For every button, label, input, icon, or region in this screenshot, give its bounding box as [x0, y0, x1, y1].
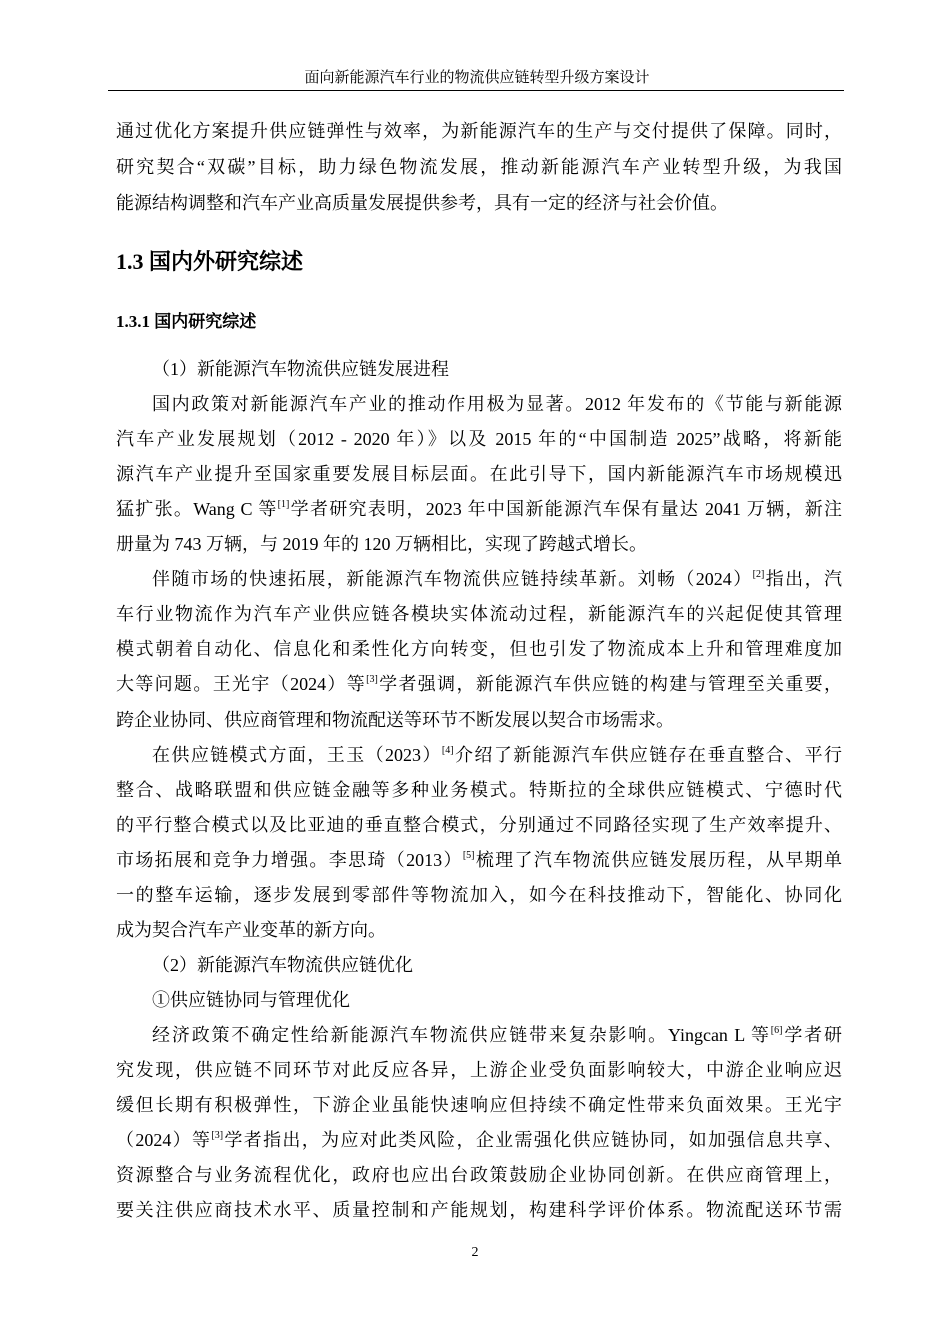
line-text: 学者强调，新能源汽车供应链的构建与管理至关重要，	[377, 674, 842, 694]
line-text: 梳理了汽车物流供应链发展历程，从早期单	[474, 850, 842, 870]
line-text: 学者研	[782, 1025, 842, 1045]
paragraph-line	[116, 601, 842, 627]
paragraph-line	[116, 812, 842, 838]
paragraph-line	[116, 671, 842, 697]
subsection-heading: 1.3.1 国内研究综述	[116, 312, 257, 331]
line-text: 猛扩张。Wang C 等	[116, 499, 278, 519]
line-text: 汽车产业发展规划（2012 - 2020 年）》以及 2015 年的“中国制造 2025”战略，将新能	[116, 429, 842, 449]
line-text: 缓但长期有积极弹性，下游企业虽能快速响应但持续不确定性带来负面效果。王光宇	[116, 1095, 842, 1115]
paragraph-line	[116, 847, 842, 873]
header-rule	[108, 90, 844, 91]
line-text: 学者研究表明，2023 年中国新能源汽车保有量达 2041 万辆，新注	[289, 499, 842, 519]
paragraph-line	[116, 1197, 842, 1223]
line-text: 要关注供应商技术水平、质量控制和产能规划，构建科学评价体系。物流配送环节需	[116, 1200, 842, 1220]
list-heading: （1）新能源汽车物流供应链发展进程	[152, 359, 449, 379]
paragraph-line	[116, 917, 842, 943]
paragraph-line	[116, 1057, 842, 1083]
line-text: 一的整车运输，逐步发展到零部件等物流加入，如今在科技推动下，智能化、协同化	[116, 885, 842, 905]
paragraph-line	[116, 882, 842, 908]
page-number: 2	[471, 1245, 479, 1260]
paragraph-line	[116, 118, 842, 144]
paragraph-line	[116, 391, 842, 417]
paragraph-line	[116, 742, 842, 768]
line-text: 研究契合“双碳”目标，助力绿色物流发展，推动新能源汽车产业转型升级，为我国	[116, 157, 842, 177]
running-header: 面向新能源汽车行业的物流供应链转型升级方案设计	[304, 70, 650, 86]
line-text: 指出，汽	[764, 569, 842, 589]
paragraph-line	[116, 461, 842, 487]
line-text: 大等问题。王光宇（2024）等	[116, 674, 367, 694]
line-text: 国内政策对新能源汽车产业的推动作用极为显著。2012 年发布的《节能与新能源	[152, 394, 842, 414]
line-text: 资源整合与业务流程优化，政府也应出台政策鼓励企业协同创新。在供应商管理上，	[116, 1165, 842, 1185]
paragraph-line	[116, 154, 842, 180]
section-heading: 1.3 国内外研究综述	[116, 249, 304, 274]
line-text: 跨企业协同、供应商管理和物流配送等环节不断发展以契合市场需求。	[116, 710, 674, 730]
paragraph-line	[116, 777, 842, 803]
line-text: 市场拓展和竞争力增强。李思琦（2013）	[116, 850, 463, 870]
line-text: 源汽车产业提升至国家重要发展目标层面。在此引导下，国内新能源汽车市场规模迅	[116, 464, 842, 484]
line-text: 能源结构调整和汽车产业高质量发展提供参考，具有一定的经济与社会价值。	[116, 193, 728, 213]
paragraph-line	[116, 531, 842, 557]
list-heading: ①供应链协同与管理优化	[152, 990, 350, 1010]
citation-ref[interactable]: [6]	[770, 1025, 783, 1036]
citation-ref[interactable]: [1]	[277, 499, 290, 510]
line-text: 在供应链模式方面，王玉（2023）	[152, 745, 442, 765]
citation-ref[interactable]: [4]	[441, 745, 454, 756]
paragraph-line	[116, 566, 842, 592]
citation-ref[interactable]: [2]	[752, 569, 765, 580]
line-text: 整合、战略联盟和供应链金融等多种业务模式。特斯拉的全球供应链模式、宁德时代	[116, 780, 842, 800]
line-text: 车行业物流作为汽车产业供应链各模块实体流动过程，新能源汽车的兴起促使其管理	[116, 604, 842, 624]
line-text: 经济政策不确定性给新能源汽车物流供应链带来复杂影响。Yingcan L 等	[152, 1025, 771, 1045]
paragraph-line	[116, 496, 842, 522]
paragraph-line	[116, 1127, 842, 1153]
line-text: 成为契合汽车产业变革的新方向。	[116, 920, 386, 940]
paragraph-line	[116, 190, 842, 216]
line-text: 的平行整合模式以及比亚迪的垂直整合模式，分别通过不同路径实现了生产效率提升、	[116, 815, 842, 835]
paragraph-line	[116, 1022, 842, 1048]
paragraph-line	[116, 636, 842, 662]
list-heading: （2）新能源汽车物流供应链优化	[152, 955, 413, 975]
paragraph-line	[116, 1162, 842, 1188]
line-text: 模式朝着自动化、信息化和柔性化方向转变，但也引发了物流成本上升和管理难度加	[116, 639, 842, 659]
paragraph-line	[116, 426, 842, 452]
citation-ref[interactable]: [3]	[366, 674, 378, 685]
paragraph-line	[116, 707, 842, 733]
citation-ref[interactable]: [5]	[462, 850, 475, 861]
line-text: 册量为 743 万辆，与 2019 年的 120 万辆相比，实现了跨越式增长。	[116, 534, 647, 554]
line-text: 通过优化方案提升供应链弹性与效率，为新能源汽车的生产与交付提供了保障。同时，	[116, 121, 842, 141]
line-text: 伴随市场的快速拓展，新能源汽车物流供应链持续革新。刘畅（2024）	[152, 569, 753, 589]
line-text: 究发现，供应链不同环节对此反应各异，上游企业受负面影响较大，中游企业响应迟	[116, 1060, 842, 1080]
paragraph-line	[116, 1092, 842, 1118]
line-text: 学者指出，为应对此类风险，企业需强化供应链协同，如加强信息共享、	[223, 1130, 842, 1150]
line-text: （2024）等	[116, 1130, 212, 1150]
line-text: 介绍了新能源汽车供应链存在垂直整合、平行	[453, 745, 842, 765]
citation-ref[interactable]: [3]	[211, 1130, 224, 1141]
